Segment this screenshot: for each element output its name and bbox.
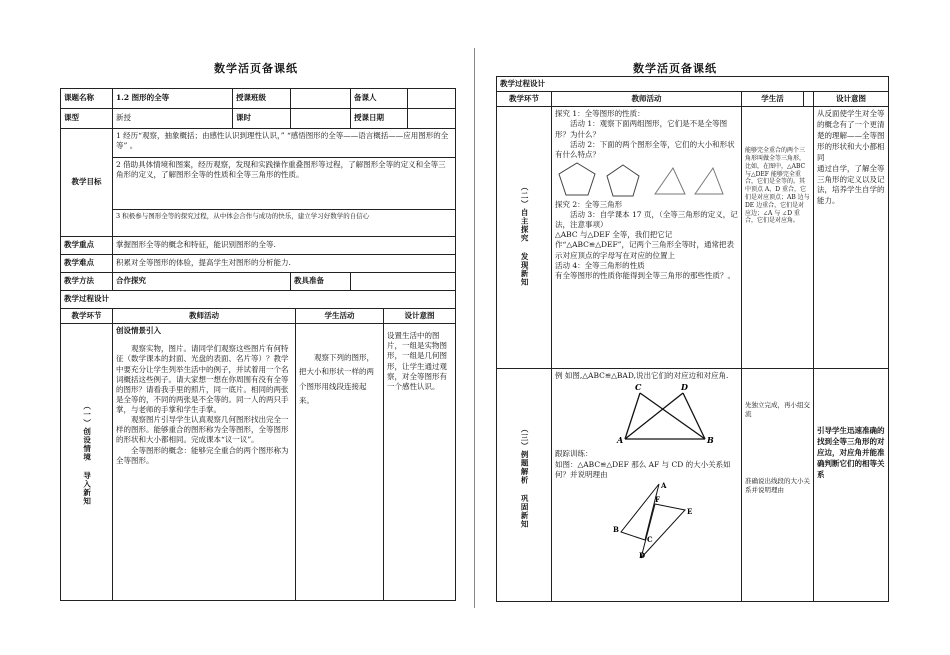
s2-explore-2: 探究 2：全等三角形	[555, 199, 623, 209]
s3-example: 例 如图,△ABC≌△BAD,说出它们的对应边和对应角.	[555, 371, 729, 381]
left-page-title: 数学活页备课纸	[214, 62, 298, 75]
key-value: 掌握图形全等的概念和特征，能识别图形的全等.	[113, 237, 456, 255]
left-lesson-table	[60, 88, 456, 309]
stage-1-intent: 设置生活中的图片，一组是实物图形，一组是几何图形，让学生通过观察，对全等图形有一个感性认识。	[387, 331, 447, 391]
type-label: 课型	[61, 109, 113, 129]
stage-1-paragraph-3: 全等图形的概念：能够完全重合的两个图形称为全等图形。	[116, 445, 289, 465]
stage-2-intent: 从反面使学生对全等的概念有了一个更清楚的理解——全等图形的形状和大小都相同 通过自学，了解全等三角形的定义以及记法，培养学生自学的能力。	[817, 109, 885, 206]
goals-label: 教学目标	[61, 129, 113, 237]
topic-value: 1.2 图形的全等	[113, 89, 233, 109]
s2-activity-2: 活动 2：下面的两个图形全等，它们的大小和形状有什么特点？	[555, 139, 735, 159]
period-label: 课时	[233, 109, 291, 129]
right-process-heading: 教学过程设计	[497, 77, 889, 92]
date-value	[408, 109, 456, 129]
stage-1-student: 观察下列的图形，把大小和形状一样的两个图形用线段连接起来。	[299, 353, 374, 405]
fig1-label-c: C	[635, 382, 642, 393]
s2-notation: △ABC 与△DEF 全等，我们把它记作“△ABC≌△DEF”，记两个三角形全等时，通常把表示对应顶点的字母写在对应的位置上	[555, 230, 734, 260]
fig1-label-a: A	[617, 435, 624, 444]
prep-label: 教具准备	[291, 273, 351, 291]
stage-3-intent: 引导学生迅速准确的找到全等三角形的对应边，对应角并能准确判断它们的相等关系	[817, 426, 885, 479]
right-process-table	[496, 76, 889, 602]
stage-1-label: （一）创设情境 导入新知	[82, 402, 92, 506]
prep-value	[351, 273, 456, 291]
preparer-value	[408, 89, 456, 109]
fig2-label-f: F	[655, 494, 660, 504]
right-header-intent: 设计意图	[814, 92, 889, 107]
s3-practice-question: 如图：△ABC≌△DEF 那么 AF 与 CD 的大小关系如何？并说明理由	[555, 459, 731, 479]
difficulty-value: 积累对全等图形的体验，提高学生对图形的分析能力.	[113, 255, 456, 273]
stage-2-label: （二）自主探究 发现新知	[520, 182, 530, 287]
header-intent: 设计意图	[384, 309, 456, 324]
date-label: 授课日期	[351, 109, 408, 129]
class-label: 授课班级	[233, 89, 291, 109]
pentagon-2	[607, 165, 639, 196]
right-header-stage: 教学环节	[497, 92, 552, 107]
example-figure	[555, 381, 735, 443]
header-stage: 教学环节	[61, 309, 113, 324]
s3-student-2: 准确说出线段的大小关系并说明理由	[745, 476, 810, 494]
stage-3-label: （三）例题解析 巩固新知	[520, 425, 530, 529]
stage-1-subtitle: 创设情景引入	[116, 326, 161, 336]
fig2-label-c: C	[647, 534, 653, 544]
pentagon-1	[559, 163, 595, 195]
triangle-1	[655, 168, 685, 194]
congruent-shapes-figure	[555, 160, 735, 200]
page-divider	[474, 48, 475, 608]
left-process-table	[60, 308, 456, 601]
key-label: 教学重点	[61, 237, 113, 255]
header-student: 学生活动	[296, 309, 384, 324]
triangle-2	[695, 168, 723, 194]
topic-label: 课题名称	[61, 89, 113, 109]
class-value	[291, 89, 351, 109]
fig2-label-b: B	[613, 524, 619, 534]
preparer-label: 备课人	[351, 89, 408, 109]
right-page-title: 数学活页备课纸	[633, 62, 717, 75]
s2-explore-1: 探究 1：全等图形的性质：	[555, 109, 645, 119]
method-label: 教学方法	[61, 273, 113, 291]
s2-activity-4: 活动 4：全等三角形的性质	[555, 260, 645, 270]
s2-question: 有全等图形的性质你能得到全等三角形的那些性质？。	[555, 270, 735, 280]
goal-3: 3 积极参与图形全等的探究过程，从中体会合作与成功的快乐，建立学习好数学的自信心	[113, 210, 456, 237]
process-heading: 教学过程设计	[61, 291, 456, 309]
s2-activity-1: 活动 1：观察下面两组图形，它们是不是全等图形？为什么？	[555, 119, 728, 139]
method-value: 合作探究	[113, 273, 291, 291]
practice-figure	[555, 480, 735, 560]
s2-activity-3: 活动 3：自学课本 17 页，（全等三角形的定义，记法，注意事项）	[555, 210, 738, 230]
goal-2: 2 借助具体情境和图案，经历观察，发现和实践操作重叠图形等过程，了解图形全等的定义和全等三角形的定义，了解图形全等的性质和全等三角形的性质。	[113, 158, 456, 210]
type-value: 新授	[113, 109, 233, 129]
goal-1: 1 经历“观察，抽象概括；由感性认识到理性认识，” “感悟图形的全等——语言概括——应用图形的全等” 。	[113, 129, 456, 158]
fig1-label-d: D	[681, 382, 688, 393]
fig2-label-e: E	[687, 506, 693, 516]
fig2-label-a: A	[661, 480, 667, 490]
stage-1-paragraph-2: 观察图片引导学生认真观察几何图形找出完全一样的图形。能够重合的图形称为全等图形，全等图形的形状和大小都相同。完成课本“议一议”。	[116, 415, 289, 445]
fig2-label-d: D	[639, 550, 646, 560]
stage-1-paragraph-1: 观察实物，图片。请同学们观察这些图片有何特征（数学课本的封面、光盘的表面、名片等）？教学中要充分让学生列举生活中的例子，并试着用一个名词概括这些例子。请大家想一想在你周围有没有全等的图形？请看我手里的照片，同一底片。相同的两张是全等的，不同的两张是不全等的。同一人的两只手掌，与老师的手掌和学生手掌。	[116, 344, 289, 414]
stage-2-student: 能够完全重合的两个三角形叫做全等三角形，比如，在图中，△ABC 与△DEF 能够完全重合，它们是全等的。其中顶点 A、D 重合，它们是对应顶点；AB 边与 DE 边重合，它们是对应边；∠A 与 ∠D 重合，它们是对应角。	[745, 147, 810, 225]
s3-student-1: 先独立完成，再小组交流	[745, 401, 810, 419]
difficulty-label: 教学难点	[61, 255, 113, 273]
s3-practice: 跟踪训练：	[555, 449, 593, 459]
fig1-label-b: B	[707, 435, 714, 444]
right-header-student: 学生活	[742, 92, 804, 107]
right-header-teacher: 教师活动	[552, 92, 742, 107]
header-teacher: 教师活动	[113, 309, 296, 324]
period-value	[291, 109, 351, 129]
